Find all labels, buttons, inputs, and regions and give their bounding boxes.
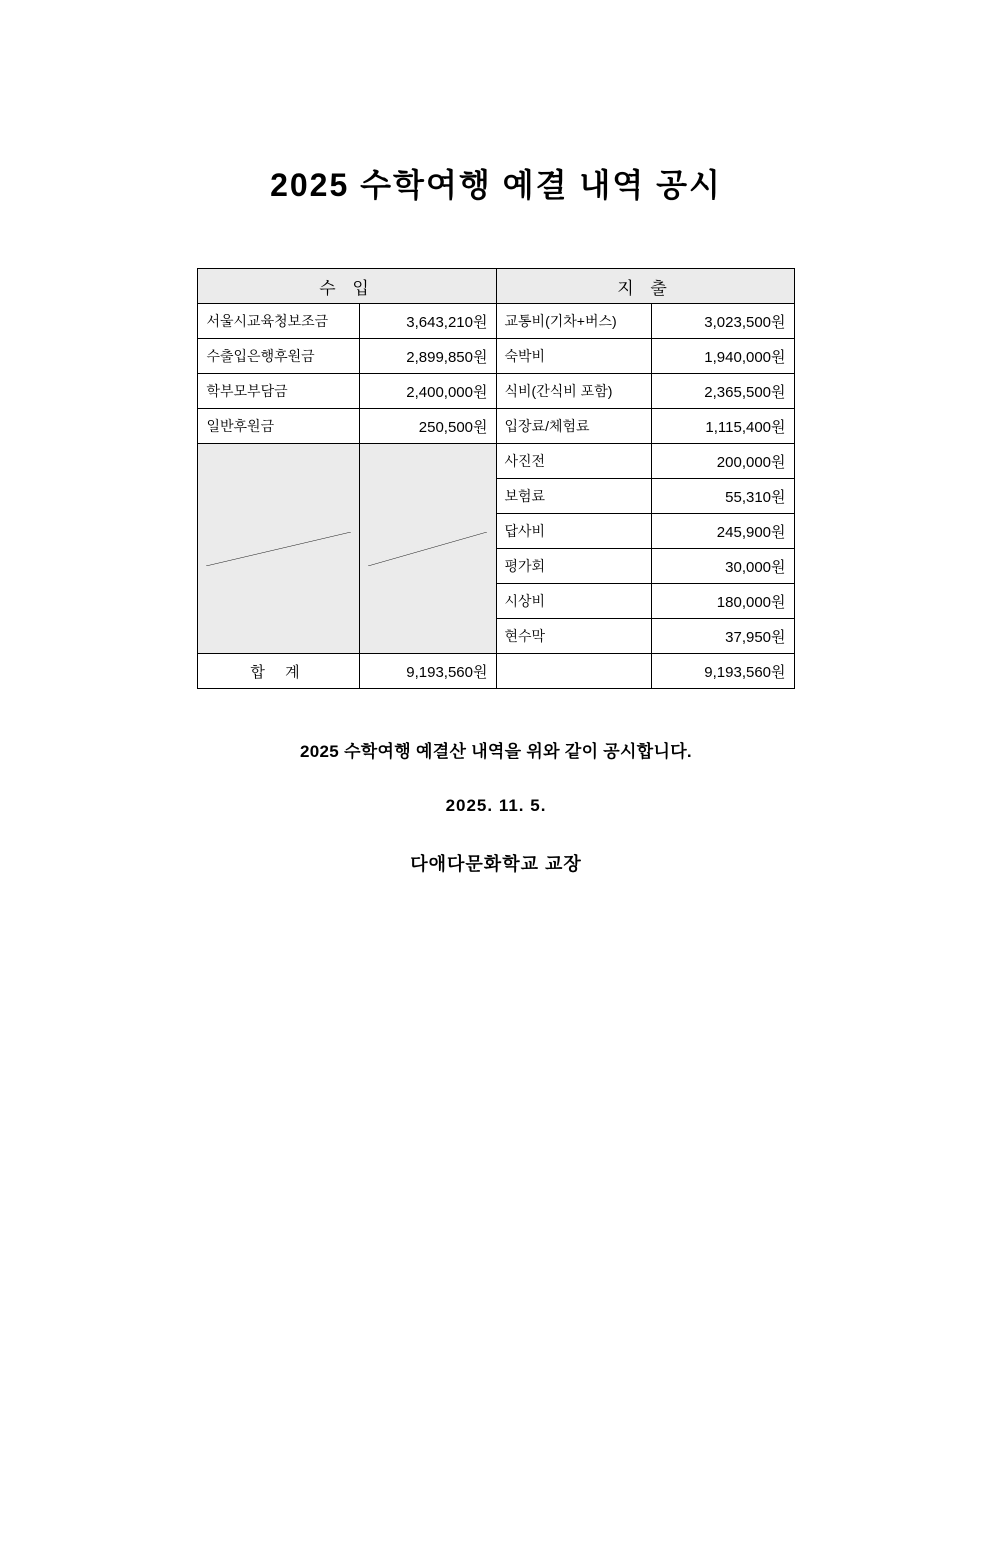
diagonal-line-icon [206, 532, 351, 566]
income-amount: 2,400,000원 [360, 374, 496, 409]
table-row [198, 304, 794, 339]
income-label: 서울시교육청보조금 [198, 304, 360, 339]
table-header-row [198, 269, 794, 304]
diagonal-line-icon [368, 532, 487, 566]
document-page [0, 160, 992, 1563]
expense-label: 식비(간식비 포함) [496, 374, 651, 409]
income-label: 일반후원금 [198, 409, 360, 444]
expense-total-amount: 9,193,560원 [651, 654, 794, 689]
budget-table [197, 268, 794, 689]
income-label: 수출입은행후원금 [198, 339, 360, 374]
total-label: 합 계 [198, 654, 360, 689]
expense-label: 답사비 [496, 514, 651, 549]
expense-amount: 1,940,000원 [651, 339, 794, 374]
table-row [198, 374, 794, 409]
expense-label: 시상비 [496, 584, 651, 619]
income-amount: 3,643,210원 [360, 304, 496, 339]
income-amount: 250,500원 [360, 409, 496, 444]
expense-label: 입장료/체험료 [496, 409, 651, 444]
budget-table-container [0, 268, 992, 689]
declaration-date: 2025. 11. 5. [445, 796, 547, 815]
expense-label: 현수막 [496, 619, 651, 654]
expense-label: 사진전 [496, 444, 651, 479]
expense-amount: 3,023,500원 [651, 304, 794, 339]
declaration-text: 2025 수학여행 예결산 내역을 위와 같이 공시합니다. [300, 742, 692, 761]
expense-label: 교통비(기차+버스) [496, 304, 651, 339]
expense-total-label [496, 654, 651, 689]
notes-section [0, 737, 992, 876]
expense-label: 숙박비 [496, 339, 651, 374]
expense-amount: 180,000원 [651, 584, 794, 619]
income-amount: 2,899,850원 [360, 339, 496, 374]
table-row [198, 339, 794, 374]
empty-diagonal-cell-left [198, 444, 360, 654]
expense-amount: 245,900원 [651, 514, 794, 549]
expense-label: 보험료 [496, 479, 651, 514]
expense-header: 지 출 [496, 269, 794, 304]
table-row [198, 444, 794, 479]
page-title: 2025 수학여행 예결 내역 공시 [270, 167, 722, 203]
expense-amount: 30,000원 [651, 549, 794, 584]
expense-amount: 55,310원 [651, 479, 794, 514]
expense-amount: 2,365,500원 [651, 374, 794, 409]
expense-amount: 1,115,400원 [651, 409, 794, 444]
table-total-row [198, 654, 794, 689]
income-header: 수 입 [198, 269, 496, 304]
expense-amount: 37,950원 [651, 619, 794, 654]
expense-label: 평가회 [496, 549, 651, 584]
expense-amount: 200,000원 [651, 444, 794, 479]
table-row [198, 409, 794, 444]
income-label: 학부모부담금 [198, 374, 360, 409]
empty-diagonal-cell-right [360, 444, 496, 654]
signature-line: 다애다문화학교 교장 [410, 854, 582, 874]
income-total-amount: 9,193,560원 [360, 654, 496, 689]
